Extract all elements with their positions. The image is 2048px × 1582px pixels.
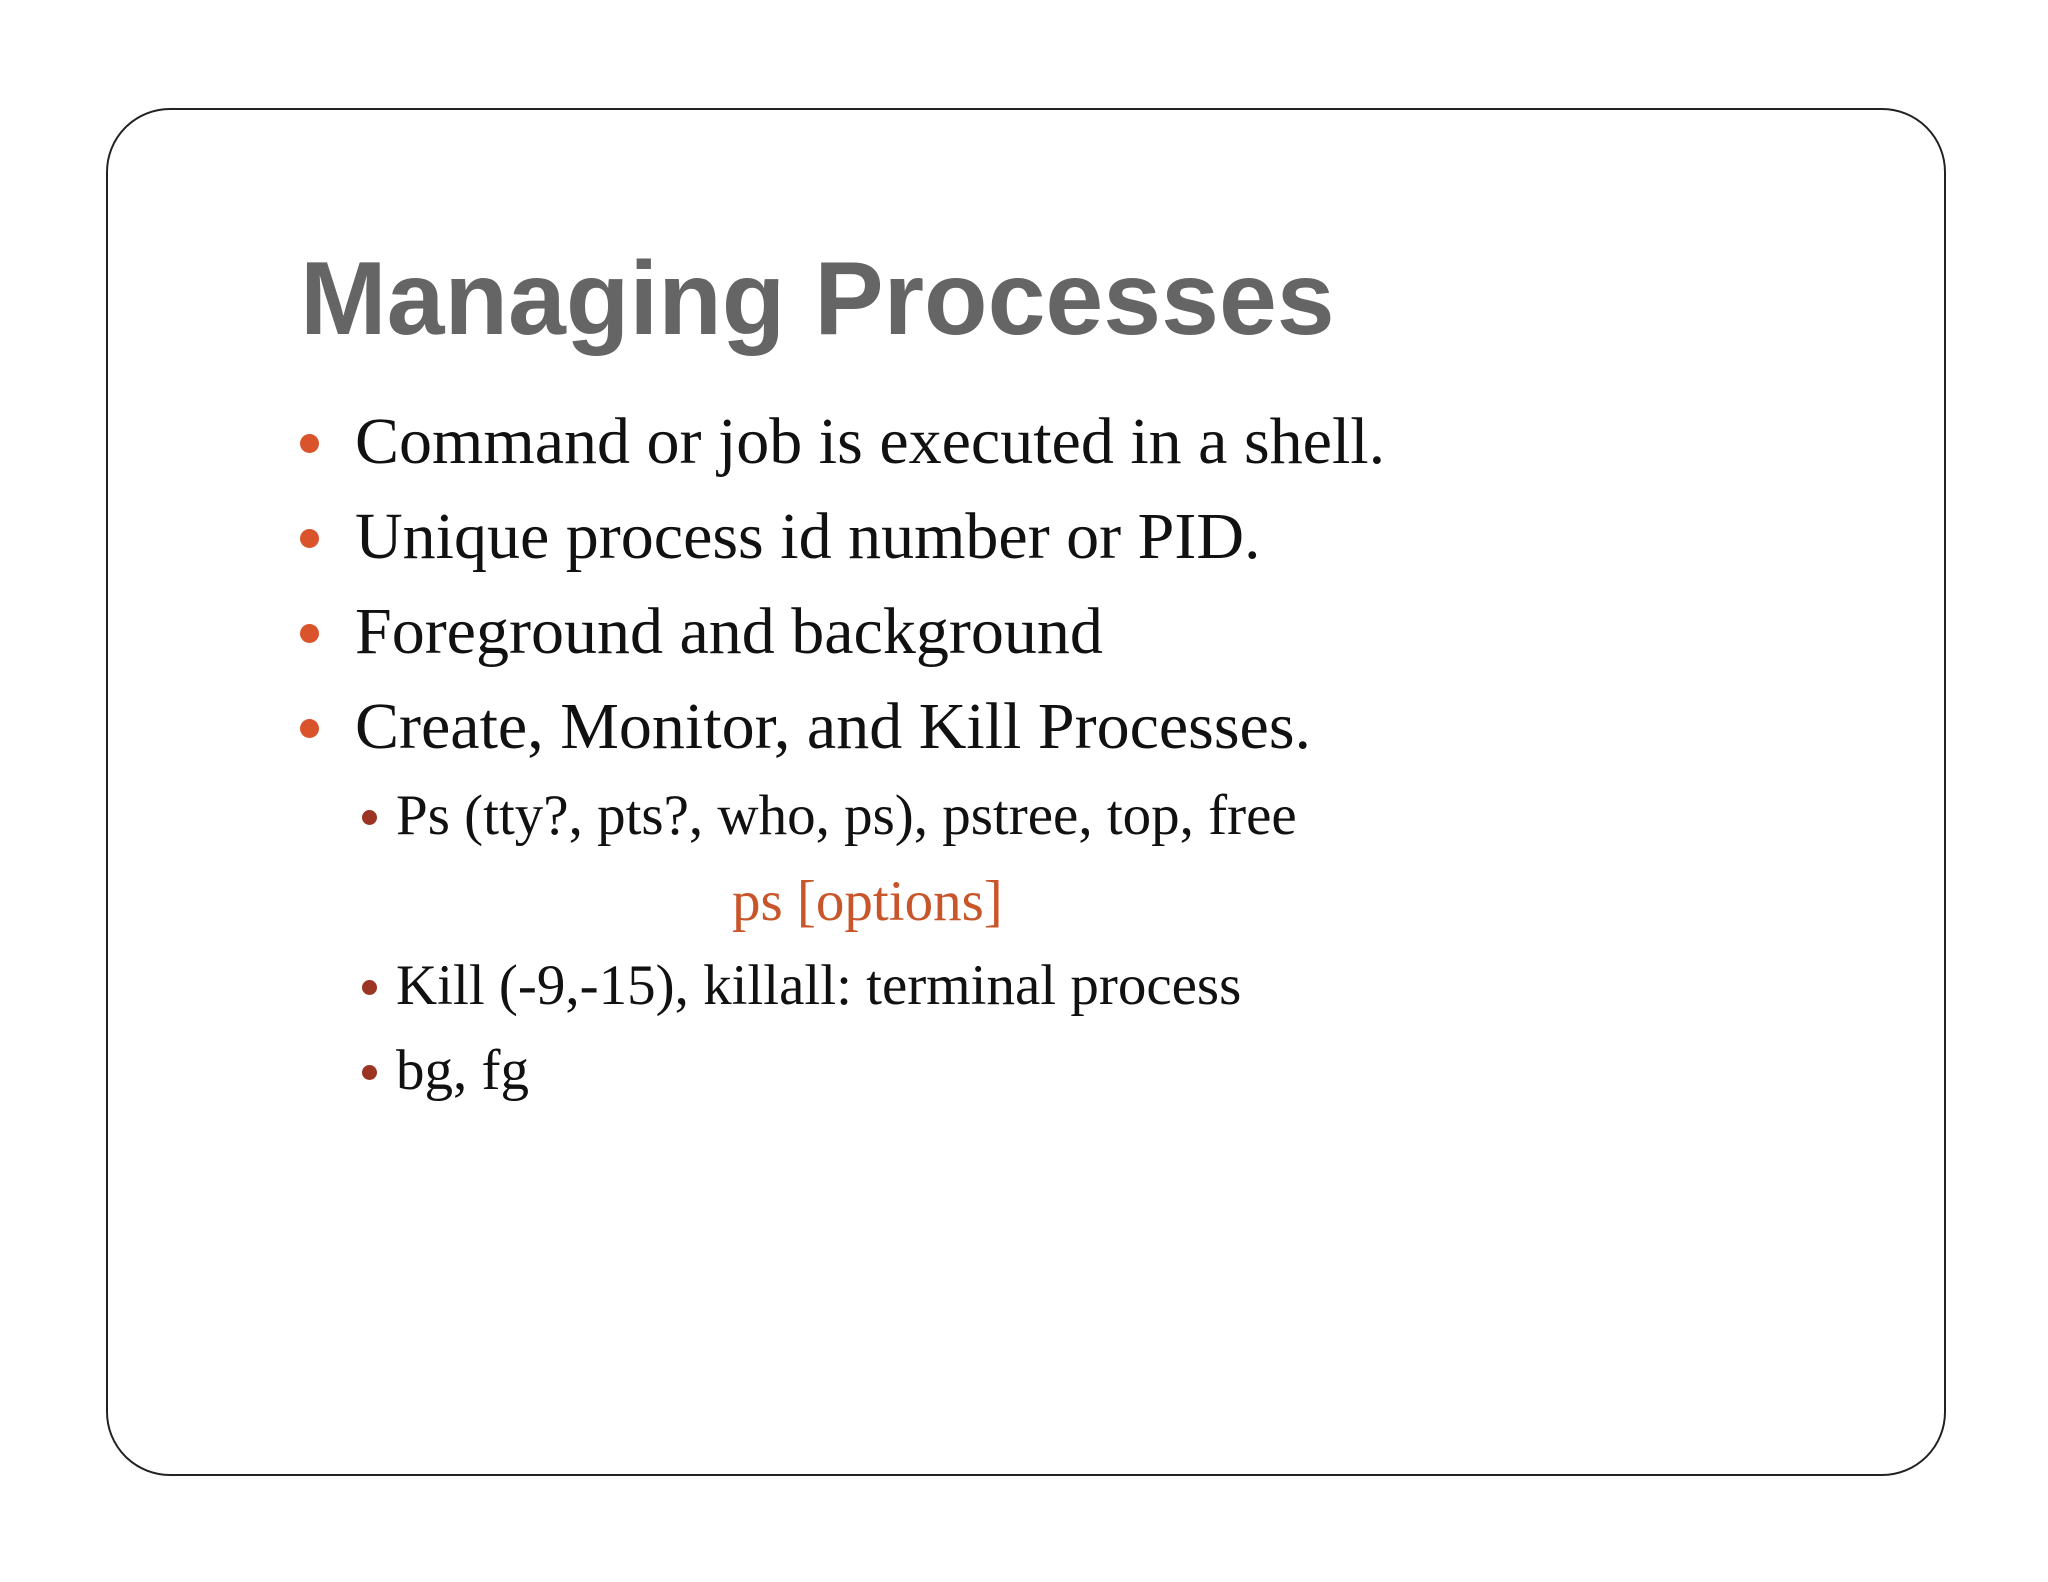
sub-bullet-text: bg, fg — [396, 1039, 529, 1102]
sub-bullet-dot-icon — [362, 810, 377, 825]
bullet-text: Create, Monitor, and Kill Processes. — [355, 690, 1312, 763]
sub-bullet-text: Ps (tty?, pts?, who, ps), pstree, top, free — [396, 784, 1297, 847]
bullet-dot-icon — [300, 624, 319, 643]
slide-title: Managing Processes — [300, 241, 1335, 357]
bullet-text: Command or job is executed in a shell. — [355, 405, 1386, 478]
syntax-line: ps [options] — [732, 870, 1003, 933]
bullet-text: Foreground and background — [355, 595, 1103, 668]
bullet-dot-icon — [300, 719, 319, 738]
bullet-item — [300, 402, 1385, 481]
bullet-text: Unique process id number or PID. — [355, 500, 1261, 573]
sub-bullet-dot-icon — [362, 1065, 377, 1080]
bullet-item — [300, 687, 1311, 766]
bullet-dot-icon — [300, 434, 319, 453]
sub-bullet-item — [362, 952, 1241, 1020]
sub-bullet-item — [362, 782, 1297, 850]
sub-bullet-item — [362, 1037, 529, 1105]
bullet-dot-icon — [300, 529, 319, 548]
bullet-item — [300, 592, 1103, 671]
sub-bullet-text: Kill (-9,-15), killall: terminal process — [396, 954, 1242, 1017]
sub-bullet-dot-icon — [362, 980, 377, 995]
bullet-item — [300, 497, 1261, 576]
